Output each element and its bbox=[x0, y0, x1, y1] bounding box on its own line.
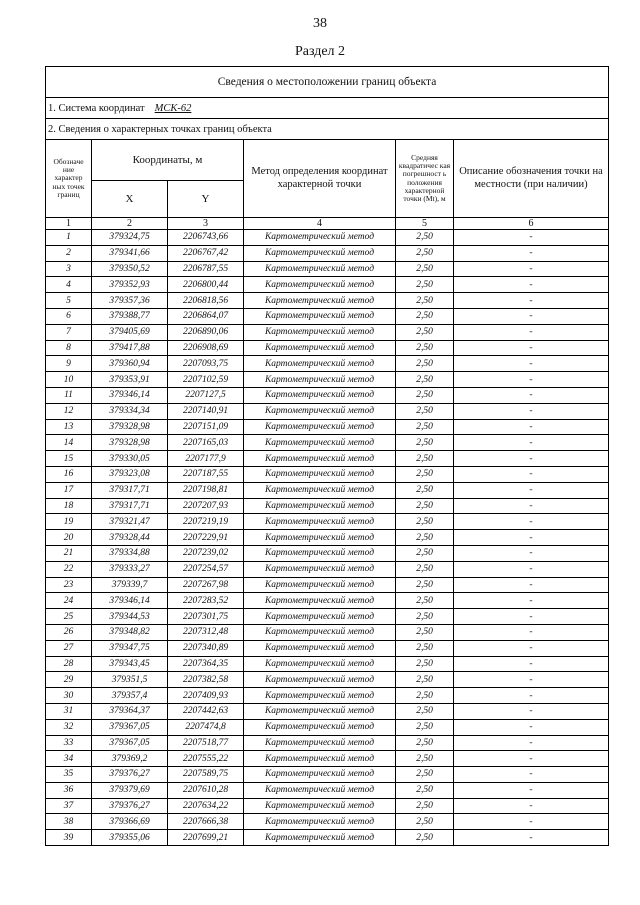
table-row bbox=[46, 656, 609, 672]
method-cell: Картометрический метод bbox=[244, 798, 396, 814]
method-cell: Картометрический метод bbox=[244, 245, 396, 261]
description-cell: - bbox=[454, 798, 609, 814]
point-number-cell: 27 bbox=[46, 640, 92, 656]
y-coordinate-cell: 2206908,69 bbox=[168, 340, 244, 356]
accuracy-cell: 2,50 bbox=[396, 703, 454, 719]
table-row bbox=[46, 340, 609, 356]
point-number-cell: 12 bbox=[46, 403, 92, 419]
accuracy-cell: 2,50 bbox=[396, 356, 454, 372]
y-coordinate-cell: 2207589,75 bbox=[168, 767, 244, 783]
accuracy-cell: 2,50 bbox=[396, 830, 454, 846]
method-cell: Картометрический метод bbox=[244, 514, 396, 530]
x-coordinate-cell: 379360,94 bbox=[92, 356, 168, 372]
method-cell: Картометрический метод bbox=[244, 814, 396, 830]
accuracy-cell: 2,50 bbox=[396, 245, 454, 261]
description-cell: - bbox=[454, 245, 609, 261]
accuracy-cell: 2,50 bbox=[396, 435, 454, 451]
point-number-cell: 5 bbox=[46, 293, 92, 309]
description-cell: - bbox=[454, 782, 609, 798]
description-cell: - bbox=[454, 640, 609, 656]
table-row bbox=[46, 640, 609, 656]
y-coordinate-cell: 2207254,57 bbox=[168, 561, 244, 577]
table-row bbox=[46, 751, 609, 767]
description-cell: - bbox=[454, 703, 609, 719]
table-row bbox=[46, 261, 609, 277]
table-row bbox=[46, 435, 609, 451]
y-coordinate-cell: 2207634,22 bbox=[168, 798, 244, 814]
table-row bbox=[46, 814, 609, 830]
section-title: Раздел 2 bbox=[294, 44, 346, 59]
method-cell: Картометрический метод bbox=[244, 435, 396, 451]
x-coordinate-cell: 379353,91 bbox=[92, 372, 168, 388]
column-numbers-row bbox=[46, 218, 609, 230]
accuracy-cell: 2,50 bbox=[396, 293, 454, 309]
x-coordinate-cell: 379321,47 bbox=[92, 514, 168, 530]
table-row bbox=[46, 735, 609, 751]
method-cell: Картометрический метод bbox=[244, 672, 396, 688]
description-cell: - bbox=[454, 577, 609, 593]
table-row bbox=[46, 830, 609, 846]
accuracy-cell: 2,50 bbox=[396, 498, 454, 514]
method-cell: Картометрический метод bbox=[244, 609, 396, 625]
point-number-cell: 9 bbox=[46, 356, 92, 372]
table-row bbox=[46, 419, 609, 435]
accuracy-cell: 2,50 bbox=[396, 688, 454, 704]
table-row bbox=[46, 703, 609, 719]
point-number-cell: 36 bbox=[46, 782, 92, 798]
point-number-cell: 34 bbox=[46, 751, 92, 767]
accuracy-cell: 2,50 bbox=[396, 324, 454, 340]
accuracy-cell: 2,50 bbox=[396, 530, 454, 546]
y-coordinate-cell: 2207165,03 bbox=[168, 435, 244, 451]
accuracy-cell: 2,50 bbox=[396, 261, 454, 277]
table-row bbox=[46, 372, 609, 388]
x-coordinate-cell: 379346,14 bbox=[92, 593, 168, 609]
point-number-cell: 1 bbox=[46, 230, 92, 246]
method-cell: Картометрический метод bbox=[244, 656, 396, 672]
accuracy-cell: 2,50 bbox=[396, 672, 454, 688]
header-point-designation: Обозначе ние характер ных точек границ bbox=[46, 140, 92, 218]
y-coordinate-cell: 2206787,55 bbox=[168, 261, 244, 277]
x-coordinate-cell: 379346,14 bbox=[92, 387, 168, 403]
description-cell: - bbox=[454, 767, 609, 783]
description-cell: - bbox=[454, 530, 609, 546]
y-coordinate-cell: 2207474,8 bbox=[168, 719, 244, 735]
x-coordinate-cell: 379328,98 bbox=[92, 419, 168, 435]
method-cell: Картометрический метод bbox=[244, 230, 396, 246]
accuracy-cell: 2,50 bbox=[396, 656, 454, 672]
method-cell: Картометрический метод bbox=[244, 577, 396, 593]
point-number-cell: 30 bbox=[46, 688, 92, 704]
description-cell: - bbox=[454, 498, 609, 514]
accuracy-cell: 2,50 bbox=[396, 230, 454, 246]
x-coordinate-cell: 379328,44 bbox=[92, 530, 168, 546]
description-cell: - bbox=[454, 609, 609, 625]
x-coordinate-cell: 379324,75 bbox=[92, 230, 168, 246]
point-number-cell: 20 bbox=[46, 530, 92, 546]
x-coordinate-cell: 379317,71 bbox=[92, 482, 168, 498]
method-cell: Картометрический метод bbox=[244, 466, 396, 482]
x-coordinate-cell: 379351,5 bbox=[92, 672, 168, 688]
method-cell: Картометрический метод bbox=[244, 387, 396, 403]
y-coordinate-cell: 2207198,81 bbox=[168, 482, 244, 498]
point-number-cell: 13 bbox=[46, 419, 92, 435]
description-cell: - bbox=[454, 482, 609, 498]
column-number: 5 bbox=[396, 218, 454, 230]
accuracy-cell: 2,50 bbox=[396, 798, 454, 814]
method-cell: Картометрический метод bbox=[244, 751, 396, 767]
method-cell: Картометрический метод bbox=[244, 719, 396, 735]
point-number-cell: 38 bbox=[46, 814, 92, 830]
point-number-cell: 16 bbox=[46, 466, 92, 482]
table-row bbox=[46, 324, 609, 340]
x-coordinate-cell: 379341,66 bbox=[92, 245, 168, 261]
method-cell: Картометрический метод bbox=[244, 324, 396, 340]
table-row bbox=[46, 530, 609, 546]
x-coordinate-cell: 379355,06 bbox=[92, 830, 168, 846]
method-cell: Картометрический метод bbox=[244, 293, 396, 309]
header-method: Метод определения координат характерной точки bbox=[244, 140, 396, 218]
accuracy-cell: 2,50 bbox=[396, 340, 454, 356]
method-cell: Картометрический метод bbox=[244, 340, 396, 356]
point-number-cell: 21 bbox=[46, 545, 92, 561]
y-coordinate-cell: 2206743,66 bbox=[168, 230, 244, 246]
description-cell: - bbox=[454, 561, 609, 577]
point-number-cell: 29 bbox=[46, 672, 92, 688]
description-cell: - bbox=[454, 466, 609, 482]
description-cell: - bbox=[454, 593, 609, 609]
y-coordinate-cell: 2207364,35 bbox=[168, 656, 244, 672]
method-cell: Картометрический метод bbox=[244, 735, 396, 751]
points-section-label: 2. Сведения о характерных точках границ объекта bbox=[46, 119, 609, 140]
x-coordinate-cell: 379366,69 bbox=[92, 814, 168, 830]
table-row bbox=[46, 545, 609, 561]
description-cell: - bbox=[454, 340, 609, 356]
accuracy-cell: 2,50 bbox=[396, 482, 454, 498]
method-cell: Картометрический метод bbox=[244, 498, 396, 514]
table-row bbox=[46, 609, 609, 625]
x-coordinate-cell: 379388,77 bbox=[92, 308, 168, 324]
method-cell: Картометрический метод bbox=[244, 451, 396, 467]
header-description: Описание обозначения точки на местности (при наличии) bbox=[454, 140, 609, 218]
description-cell: - bbox=[454, 624, 609, 640]
accuracy-cell: 2,50 bbox=[396, 308, 454, 324]
method-cell: Картометрический метод bbox=[244, 530, 396, 546]
y-coordinate-cell: 2207187,55 bbox=[168, 466, 244, 482]
method-cell: Картометрический метод bbox=[244, 703, 396, 719]
header-accuracy: Средняя квадратичес кая погрешност ь положения характерной точки (Mt), м bbox=[396, 140, 454, 218]
description-cell: - bbox=[454, 356, 609, 372]
accuracy-cell: 2,50 bbox=[396, 451, 454, 467]
point-number-cell: 15 bbox=[46, 451, 92, 467]
y-coordinate-cell: 2207140,91 bbox=[168, 403, 244, 419]
y-coordinate-cell: 2207229,91 bbox=[168, 530, 244, 546]
table-row bbox=[46, 514, 609, 530]
description-cell: - bbox=[454, 435, 609, 451]
method-cell: Картометрический метод bbox=[244, 593, 396, 609]
method-cell: Картометрический метод bbox=[244, 640, 396, 656]
accuracy-cell: 2,50 bbox=[396, 419, 454, 435]
coord-system-value: МСК-62 bbox=[154, 102, 192, 114]
table-row bbox=[46, 624, 609, 640]
description-cell: - bbox=[454, 277, 609, 293]
point-number-cell: 7 bbox=[46, 324, 92, 340]
point-number-cell: 6 bbox=[46, 308, 92, 324]
accuracy-cell: 2,50 bbox=[396, 767, 454, 783]
accuracy-cell: 2,50 bbox=[396, 387, 454, 403]
method-cell: Картометрический метод bbox=[244, 261, 396, 277]
column-number: 4 bbox=[244, 218, 396, 230]
point-number-cell: 32 bbox=[46, 719, 92, 735]
accuracy-cell: 2,50 bbox=[396, 735, 454, 751]
point-number-cell: 2 bbox=[46, 245, 92, 261]
point-number-cell: 31 bbox=[46, 703, 92, 719]
description-cell: - bbox=[454, 514, 609, 530]
y-coordinate-cell: 2207518,77 bbox=[168, 735, 244, 751]
table-row bbox=[46, 293, 609, 309]
description-cell: - bbox=[454, 403, 609, 419]
point-number-cell: 24 bbox=[46, 593, 92, 609]
x-coordinate-cell: 379330,05 bbox=[92, 451, 168, 467]
table-row bbox=[46, 387, 609, 403]
description-cell: - bbox=[454, 387, 609, 403]
x-coordinate-cell: 379344,53 bbox=[92, 609, 168, 625]
method-cell: Картометрический метод bbox=[244, 356, 396, 372]
method-cell: Картометрический метод bbox=[244, 830, 396, 846]
accuracy-cell: 2,50 bbox=[396, 277, 454, 293]
description-cell: - bbox=[454, 419, 609, 435]
point-number-cell: 10 bbox=[46, 372, 92, 388]
y-coordinate-cell: 2207151,09 bbox=[168, 419, 244, 435]
y-coordinate-cell: 2206767,42 bbox=[168, 245, 244, 261]
accuracy-cell: 2,50 bbox=[396, 545, 454, 561]
method-cell: Картометрический метод bbox=[244, 308, 396, 324]
description-cell: - bbox=[454, 261, 609, 277]
accuracy-cell: 2,50 bbox=[396, 593, 454, 609]
x-coordinate-cell: 379379,69 bbox=[92, 782, 168, 798]
table-row bbox=[46, 277, 609, 293]
column-number: 1 bbox=[46, 218, 92, 230]
point-number-cell: 17 bbox=[46, 482, 92, 498]
table-row bbox=[46, 245, 609, 261]
accuracy-cell: 2,50 bbox=[396, 609, 454, 625]
x-coordinate-cell: 379348,82 bbox=[92, 624, 168, 640]
point-number-cell: 11 bbox=[46, 387, 92, 403]
page-number: 38 bbox=[313, 16, 327, 31]
y-coordinate-cell: 2207093,75 bbox=[168, 356, 244, 372]
accuracy-cell: 2,50 bbox=[396, 577, 454, 593]
column-number: 6 bbox=[454, 218, 609, 230]
y-coordinate-cell: 2207409,93 bbox=[168, 688, 244, 704]
accuracy-cell: 2,50 bbox=[396, 514, 454, 530]
header-coordinates: Координаты, м bbox=[92, 140, 244, 181]
table-row bbox=[46, 688, 609, 704]
y-coordinate-cell: 2207312,48 bbox=[168, 624, 244, 640]
point-number-cell: 22 bbox=[46, 561, 92, 577]
y-coordinate-cell: 2207219,19 bbox=[168, 514, 244, 530]
x-coordinate-cell: 379352,93 bbox=[92, 277, 168, 293]
method-cell: Картометрический метод bbox=[244, 545, 396, 561]
accuracy-cell: 2,50 bbox=[396, 403, 454, 419]
accuracy-cell: 2,50 bbox=[396, 719, 454, 735]
y-coordinate-cell: 2207207,93 bbox=[168, 498, 244, 514]
y-coordinate-cell: 2207177,9 bbox=[168, 451, 244, 467]
point-number-cell: 33 bbox=[46, 735, 92, 751]
x-coordinate-cell: 379328,98 bbox=[92, 435, 168, 451]
method-cell: Картометрический метод bbox=[244, 372, 396, 388]
y-coordinate-cell: 2207666,38 bbox=[168, 814, 244, 830]
point-number-cell: 35 bbox=[46, 767, 92, 783]
y-coordinate-cell: 2207267,98 bbox=[168, 577, 244, 593]
accuracy-cell: 2,50 bbox=[396, 782, 454, 798]
x-coordinate-cell: 379317,71 bbox=[92, 498, 168, 514]
table-row bbox=[46, 798, 609, 814]
x-coordinate-cell: 379417,88 bbox=[92, 340, 168, 356]
y-coordinate-cell: 2206800,44 bbox=[168, 277, 244, 293]
point-number-cell: 8 bbox=[46, 340, 92, 356]
x-coordinate-cell: 379367,05 bbox=[92, 735, 168, 751]
x-coordinate-cell: 379347,75 bbox=[92, 640, 168, 656]
accuracy-cell: 2,50 bbox=[396, 466, 454, 482]
description-cell: - bbox=[454, 324, 609, 340]
method-cell: Картометрический метод bbox=[244, 782, 396, 798]
table-row bbox=[46, 593, 609, 609]
description-cell: - bbox=[454, 308, 609, 324]
point-number-cell: 39 bbox=[46, 830, 92, 846]
description-cell: - bbox=[454, 751, 609, 767]
table-row bbox=[46, 782, 609, 798]
method-cell: Картометрический метод bbox=[244, 688, 396, 704]
method-cell: Картометрический метод bbox=[244, 482, 396, 498]
accuracy-cell: 2,50 bbox=[396, 751, 454, 767]
accuracy-cell: 2,50 bbox=[396, 624, 454, 640]
description-cell: - bbox=[454, 230, 609, 246]
x-coordinate-cell: 379376,27 bbox=[92, 798, 168, 814]
header-row-1 bbox=[46, 140, 609, 181]
x-coordinate-cell: 379343,45 bbox=[92, 656, 168, 672]
table-row bbox=[46, 767, 609, 783]
y-coordinate-cell: 2206818,56 bbox=[168, 293, 244, 309]
y-coordinate-cell: 2207301,75 bbox=[168, 609, 244, 625]
header-x: X bbox=[92, 181, 168, 218]
method-cell: Картометрический метод bbox=[244, 277, 396, 293]
description-cell: - bbox=[454, 293, 609, 309]
coord-system-label: 1. Система координат bbox=[48, 102, 145, 114]
table-row bbox=[46, 482, 609, 498]
table-row bbox=[46, 466, 609, 482]
x-coordinate-cell: 379323,08 bbox=[92, 466, 168, 482]
method-cell: Картометрический метод bbox=[244, 624, 396, 640]
table-row bbox=[46, 230, 609, 246]
y-coordinate-cell: 2206890,06 bbox=[168, 324, 244, 340]
description-cell: - bbox=[454, 372, 609, 388]
table-row bbox=[46, 403, 609, 419]
method-cell: Картометрический метод bbox=[244, 419, 396, 435]
x-coordinate-cell: 379357,36 bbox=[92, 293, 168, 309]
description-cell: - bbox=[454, 656, 609, 672]
y-coordinate-cell: 2207127,5 bbox=[168, 387, 244, 403]
x-coordinate-cell: 379339,7 bbox=[92, 577, 168, 593]
coord-system-cell bbox=[46, 98, 609, 119]
point-number-cell: 25 bbox=[46, 609, 92, 625]
y-coordinate-cell: 2207555,22 bbox=[168, 751, 244, 767]
x-coordinate-cell: 379333,27 bbox=[92, 561, 168, 577]
points-section-row bbox=[46, 119, 609, 140]
y-coordinate-cell: 2207340,89 bbox=[168, 640, 244, 656]
accuracy-cell: 2,50 bbox=[396, 640, 454, 656]
x-coordinate-cell: 379364,37 bbox=[92, 703, 168, 719]
x-coordinate-cell: 379334,34 bbox=[92, 403, 168, 419]
table-row bbox=[46, 672, 609, 688]
y-coordinate-cell: 2207610,28 bbox=[168, 782, 244, 798]
x-coordinate-cell: 379350,52 bbox=[92, 261, 168, 277]
x-coordinate-cell: 379369,2 bbox=[92, 751, 168, 767]
x-coordinate-cell: 379357,4 bbox=[92, 688, 168, 704]
point-number-cell: 23 bbox=[46, 577, 92, 593]
x-coordinate-cell: 379334,88 bbox=[92, 545, 168, 561]
description-cell: - bbox=[454, 672, 609, 688]
description-cell: - bbox=[454, 545, 609, 561]
column-number: 2 bbox=[92, 218, 168, 230]
point-number-cell: 37 bbox=[46, 798, 92, 814]
table-row bbox=[46, 561, 609, 577]
method-cell: Картометрический метод bbox=[244, 403, 396, 419]
y-coordinate-cell: 2206864,07 bbox=[168, 308, 244, 324]
y-coordinate-cell: 2207283,52 bbox=[168, 593, 244, 609]
accuracy-cell: 2,50 bbox=[396, 372, 454, 388]
y-coordinate-cell: 2207239,02 bbox=[168, 545, 244, 561]
boundary-points-table bbox=[45, 66, 609, 846]
table-row bbox=[46, 498, 609, 514]
table-row bbox=[46, 577, 609, 593]
point-number-cell: 14 bbox=[46, 435, 92, 451]
y-coordinate-cell: 2207699,21 bbox=[168, 830, 244, 846]
table-row bbox=[46, 356, 609, 372]
method-cell: Картометрический метод bbox=[244, 561, 396, 577]
description-cell: - bbox=[454, 830, 609, 846]
table-title: Сведения о местоположении границ объекта bbox=[46, 67, 609, 98]
description-cell: - bbox=[454, 814, 609, 830]
header-y: Y bbox=[168, 181, 244, 218]
table-row bbox=[46, 451, 609, 467]
point-number-cell: 19 bbox=[46, 514, 92, 530]
point-number-cell: 28 bbox=[46, 656, 92, 672]
y-coordinate-cell: 2207382,58 bbox=[168, 672, 244, 688]
x-coordinate-cell: 379376,27 bbox=[92, 767, 168, 783]
x-coordinate-cell: 379405,69 bbox=[92, 324, 168, 340]
description-cell: - bbox=[454, 719, 609, 735]
y-coordinate-cell: 2207102,59 bbox=[168, 372, 244, 388]
description-cell: - bbox=[454, 688, 609, 704]
x-coordinate-cell: 379367,05 bbox=[92, 719, 168, 735]
point-number-cell: 4 bbox=[46, 277, 92, 293]
table-title-row bbox=[46, 67, 609, 98]
coord-system-row bbox=[46, 98, 609, 119]
point-number-cell: 3 bbox=[46, 261, 92, 277]
accuracy-cell: 2,50 bbox=[396, 561, 454, 577]
table-row bbox=[46, 719, 609, 735]
method-cell: Картометрический метод bbox=[244, 767, 396, 783]
y-coordinate-cell: 2207442,63 bbox=[168, 703, 244, 719]
point-number-cell: 18 bbox=[46, 498, 92, 514]
description-cell: - bbox=[454, 451, 609, 467]
column-number: 3 bbox=[168, 218, 244, 230]
point-number-cell: 26 bbox=[46, 624, 92, 640]
description-cell: - bbox=[454, 735, 609, 751]
accuracy-cell: 2,50 bbox=[396, 814, 454, 830]
table-row bbox=[46, 308, 609, 324]
